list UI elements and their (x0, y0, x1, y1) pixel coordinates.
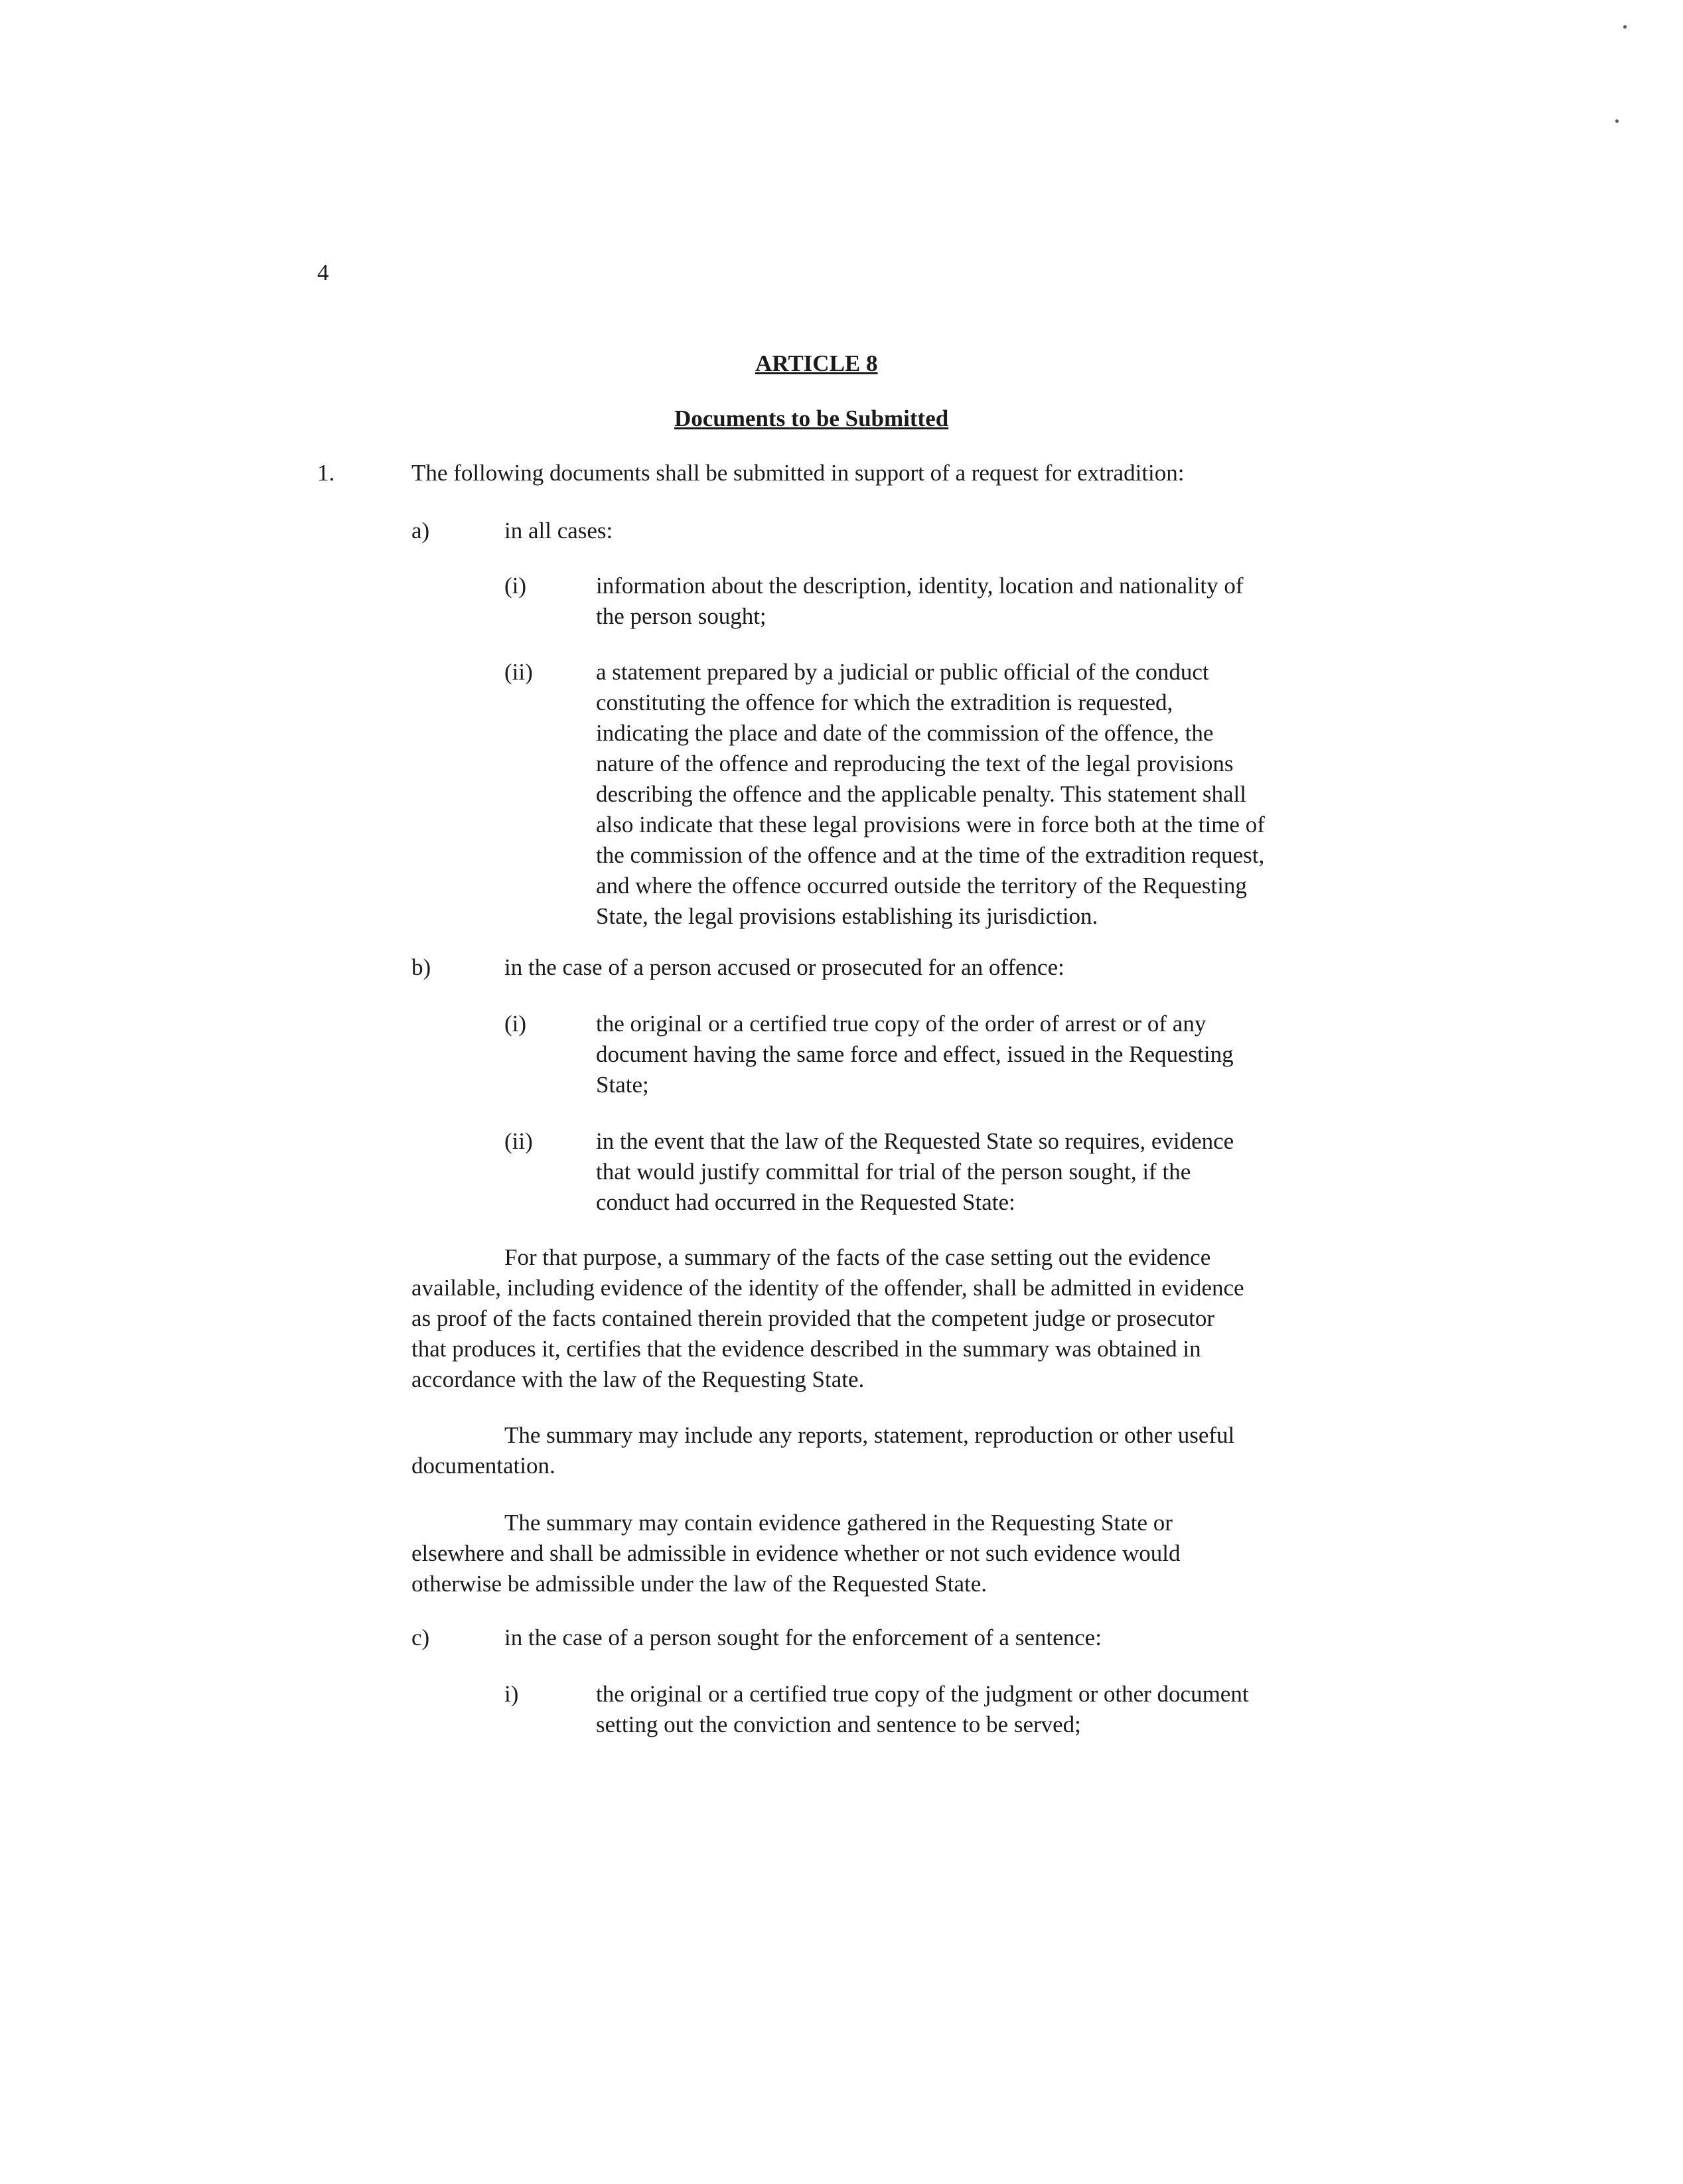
item-a-label: a) (411, 518, 430, 544)
item-a-sub-i-text (596, 571, 1346, 632)
item-c-text: in the case of a person sought for the enforcement of a sentence: (504, 1625, 1102, 1650)
text-line: a statement prepared by a judicial or public official of the conduct (596, 659, 1209, 685)
scan-speck (1623, 25, 1627, 29)
text-line: describing the offence and the applicable penalty. This statement shall (596, 781, 1246, 807)
section-text: The following documents shall be submitted in support of a request for extradition: (411, 460, 1185, 486)
item-b-label: b) (411, 954, 431, 980)
text-line: the person sought; (596, 603, 767, 629)
text-line: accordance with the law of the Requesting State. (411, 1366, 865, 1392)
summary-paragraph (411, 1242, 1354, 1395)
text-line: State, the legal provisions establishing its jurisdiction. (596, 903, 1098, 929)
text-line: in the event that the law of the Requested State so requires, evidence (596, 1128, 1234, 1154)
item-b-sub-i-text (596, 1009, 1346, 1100)
item-b-sub-ii-text (596, 1126, 1346, 1218)
text-line: The summary may include any reports, statement, reproduction or other useful (504, 1422, 1235, 1448)
item-b-sub-i-label: (i) (504, 1011, 527, 1037)
text-line: setting out the conviction and sentence to be served; (596, 1711, 1081, 1737)
item-c-sub-i-label: i) (504, 1681, 519, 1707)
summary-evidence-paragraph (411, 1508, 1354, 1599)
item-c-label: c) (411, 1625, 430, 1650)
text-line: that produces it, certifies that the evidence described in the summary was obtained in (411, 1336, 1201, 1362)
article-title: ARTICLE 8 (755, 350, 878, 376)
text-line: and where the offence occurred outside the territory of the Requesting (596, 873, 1247, 899)
item-a-sub-ii-text (596, 657, 1353, 932)
item-a-text: in all cases: (504, 518, 613, 544)
text-line: The summary may contain evidence gathered in the Requesting State or (504, 1510, 1173, 1536)
text-line: indicating the place and date of the commission of the offence, the (596, 720, 1214, 746)
text-line: nature of the offence and reproducing the text of the legal provisions (596, 751, 1234, 776)
text-line: elsewhere and shall be admissible in evidence whether or not such evidence would (411, 1540, 1181, 1566)
text-line: State; (596, 1072, 649, 1098)
text-line: also indicate that these legal provisions were in force both at the time of (596, 812, 1265, 837)
text-line: as proof of the facts contained therein provided that the competent judge or prosecutor (411, 1305, 1214, 1331)
item-a-sub-i-label: (i) (504, 573, 527, 599)
text-line: information about the description, identity, location and nationality of (596, 573, 1244, 599)
text-line: For that purpose, a summary of the facts of the case setting out the evidence (504, 1244, 1211, 1270)
page-number: 4 (317, 259, 329, 285)
item-b-text: in the case of a person accused or prosecuted for an offence: (504, 954, 1064, 980)
section-number: 1. (317, 460, 335, 486)
text-line: that would justify committal for trial of the person sought, if the (596, 1159, 1191, 1185)
text-line: conduct had occurred in the Requested State: (596, 1189, 1015, 1215)
text-line: available, including evidence of the identity of the offender, shall be admitted in evidence (411, 1275, 1244, 1301)
text-line: otherwise be admissible under the law of the Requested State. (411, 1571, 987, 1597)
text-line: the original or a certified true copy of the order of arrest or of any (596, 1011, 1207, 1037)
summary-include-paragraph (411, 1420, 1354, 1481)
item-a-sub-ii-label: (ii) (504, 659, 533, 685)
text-line: documentation. (411, 1453, 555, 1479)
article-subtitle: Documents to be Submitted (674, 405, 949, 431)
text-line: constituting the offence for which the extradition is requested, (596, 690, 1173, 715)
item-b-sub-ii-label: (ii) (504, 1128, 533, 1154)
item-c-sub-i-text (596, 1679, 1346, 1740)
text-line: the original or a certified true copy of the judgment or other document (596, 1681, 1249, 1707)
scan-speck (1615, 119, 1619, 123)
text-line: document having the same force and effect, issued in the Requesting (596, 1041, 1234, 1067)
text-line: the commission of the offence and at the time of the extradition request, (596, 842, 1265, 868)
